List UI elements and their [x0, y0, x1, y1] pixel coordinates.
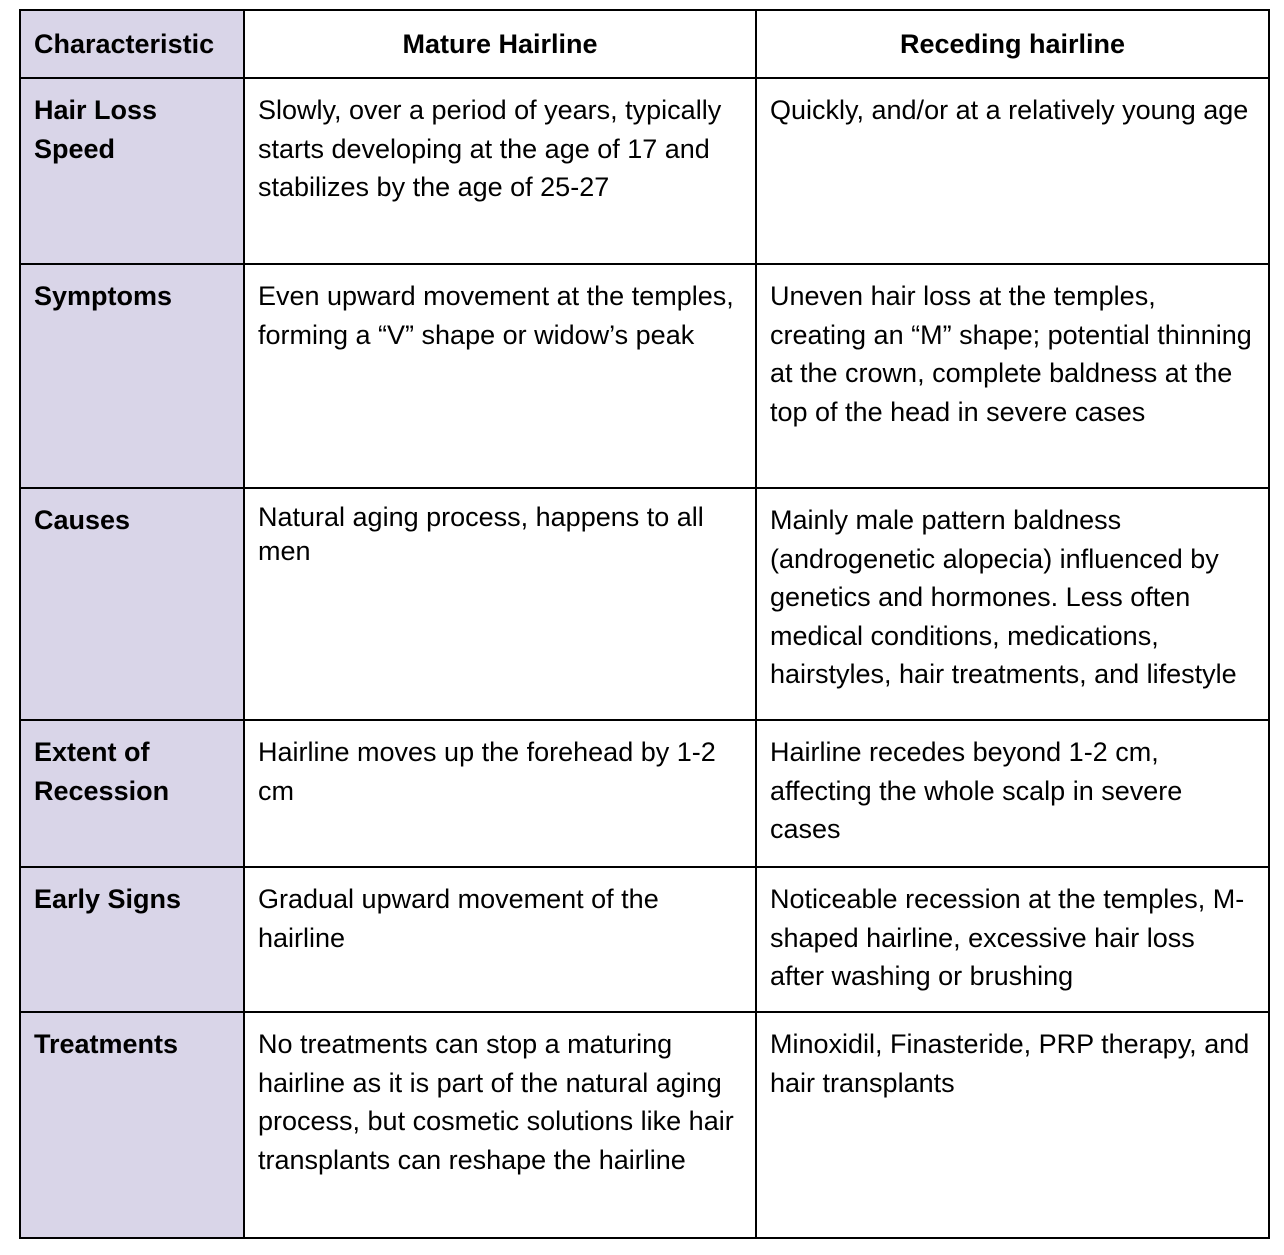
header-row [20, 10, 1269, 78]
header-receding-hairline: Receding hairline [756, 10, 1269, 78]
row-label: Extent of Recession [20, 720, 244, 867]
mature-cell: Even upward movement at the temples, forming a “V” shape or widow’s peak [244, 264, 756, 488]
row-label: Causes [20, 488, 244, 720]
header-characteristic: Characteristic [20, 10, 244, 78]
table-row [20, 720, 1269, 867]
receding-cell: Noticeable recession at the temples, M-shaped hairline, excessive hair loss after washing or brushing [756, 867, 1269, 1012]
table-row [20, 264, 1269, 488]
receding-cell: Mainly male pattern baldness (androgenetic alopecia) influenced by genetics and hormones. Less often medical conditions, medications, hairstyles, hair treatments, and lifestyle [756, 488, 1269, 720]
mature-cell: Slowly, over a period of years, typically starts developing at the age of 17 and stabilizes by the age of 25-27 [244, 78, 756, 264]
comparison-table [19, 9, 1270, 1239]
mature-cell: No treatments can stop a maturing hairline as it is part of the natural aging process, but cosmetic solutions like hair transplants can reshape the hairline [244, 1012, 756, 1238]
receding-cell: Hairline recedes beyond 1-2 cm, affecting the whole scalp in severe cases [756, 720, 1269, 867]
receding-cell: Minoxidil, Finasteride, PRP therapy, and hair transplants [756, 1012, 1269, 1238]
table-row [20, 488, 1269, 720]
table-row [20, 78, 1269, 264]
header-mature-hairline: Mature Hairline [244, 10, 756, 78]
receding-cell: Uneven hair loss at the temples, creating an “M” shape; potential thinning at the crown, complete baldness at the top of the head in severe cases [756, 264, 1269, 488]
table-row [20, 1012, 1269, 1238]
mature-cell: Hairline moves up the forehead by 1-2 cm [244, 720, 756, 867]
row-label: Symptoms [20, 264, 244, 488]
receding-cell: Quickly, and/or at a relatively young age [756, 78, 1269, 264]
row-label: Early Signs [20, 867, 244, 1012]
row-label: Hair Loss Speed [20, 78, 244, 264]
mature-cell: Gradual upward movement of the hairline [244, 867, 756, 1012]
row-label: Treatments [20, 1012, 244, 1238]
table-row [20, 867, 1269, 1012]
mature-cell: Natural aging process, happens to all men [244, 488, 756, 720]
